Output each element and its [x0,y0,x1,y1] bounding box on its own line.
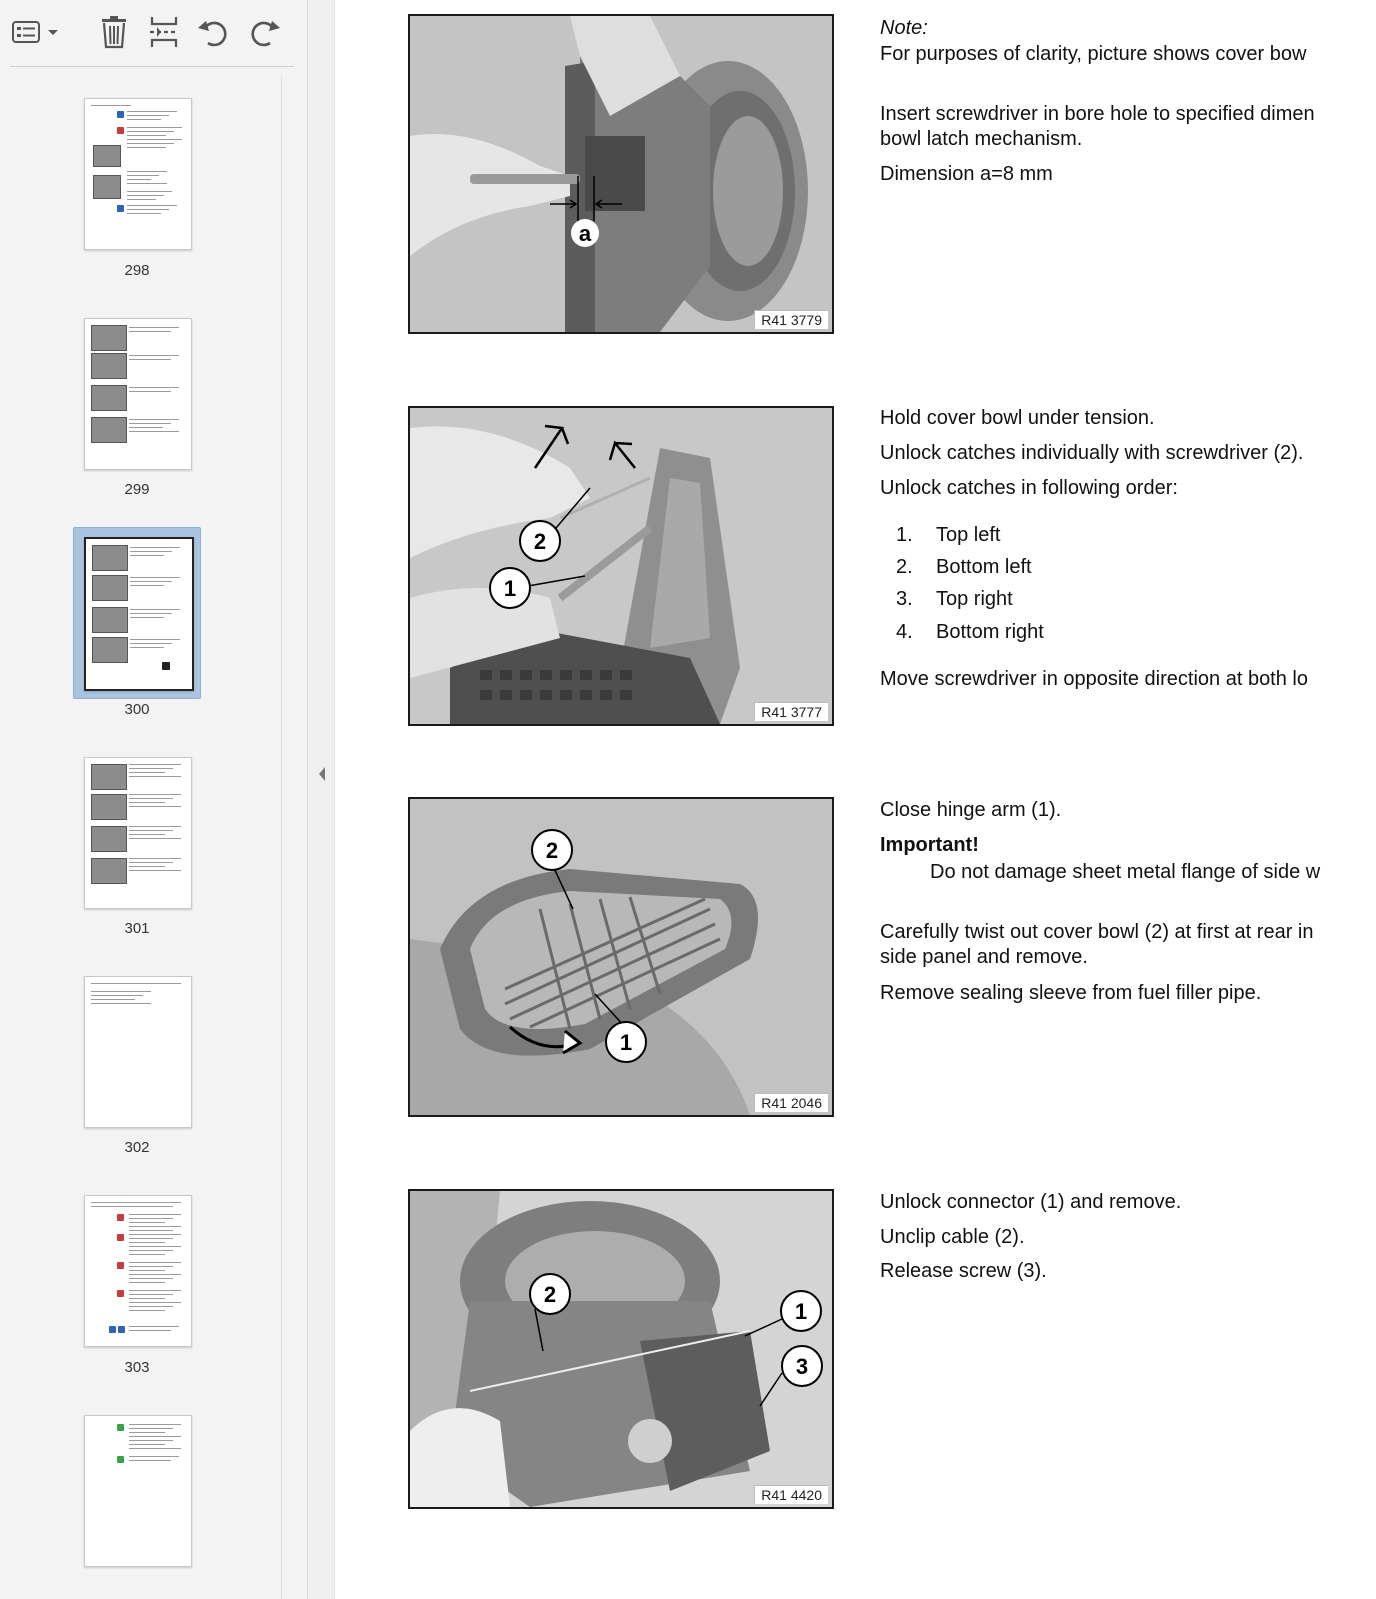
thumbnail-text-line [127,195,164,196]
thumbnail-photo [91,385,127,411]
thumbnail-text-line [127,213,161,214]
warning-icon [117,127,124,134]
thumbnail-text-line [129,1432,165,1433]
thumbnail-text-line [129,1230,173,1231]
thumbnail-text-line [127,183,167,184]
thumbnail-text-line [130,555,164,556]
thumbnail-text-line [129,1234,181,1235]
figure-photo [408,14,834,334]
instruction-text: Carefully twist out cover bowl (2) at first at rear in [880,921,1314,943]
figure-illustration [410,1191,832,1507]
figure-code: R41 4420 [754,1485,828,1504]
page-number: 301 [124,920,150,937]
thumbnail-text-line [127,111,177,112]
thumbnail-text-line [129,1448,181,1449]
info-icon [109,1326,116,1333]
figure-code: R41 3777 [754,702,828,721]
page-thumbnail[interactable] [84,1195,192,1347]
thumbnail-text-line [129,806,181,807]
thumbnail-text-line [129,1326,179,1327]
thumbnail-text-line [127,199,156,200]
thumbnail-text-line [127,191,172,192]
sidebar-scrollbar[interactable] [281,76,295,1599]
page-number: 300 [124,701,150,718]
thumbnail-photo [91,417,127,443]
thumbnail-text-line [91,1202,181,1203]
page-thumbnail[interactable] [84,1415,192,1567]
thumbnail-text-line [130,647,164,648]
thumbnail-text-line [129,1294,173,1295]
insert-page-icon [144,14,184,50]
thumbnail-text-line [130,551,172,552]
figure-code: R41 2046 [754,1093,828,1112]
instruction-text: Release screw (3). [880,1260,1047,1282]
thumbnail-text-line [129,802,165,803]
list-item: Bottom right [936,621,1044,643]
figure-callout: 3 [795,1354,809,1379]
thumbnail-text-line [129,1330,171,1331]
thumbnail-text-line [129,387,179,388]
thumbnail-text-line [127,209,169,210]
thumbnail-text-line [129,359,171,360]
thumbnail-text-line [129,826,181,827]
instruction-text: Unlock catches individually with screwdriver (2). [880,442,1304,464]
instruction-text: Insert screwdriver in bore hole to specified dimen [880,103,1315,125]
thumbnail-text-line [127,135,166,136]
thumbnail-text-line [129,764,181,765]
page-number: 298 [124,262,150,279]
thumbnail-photo [92,545,128,571]
thumbnail-text-line [129,1298,165,1299]
thumbnail-text-line [129,1274,181,1275]
important-text: Do not damage sheet metal flange of side w [930,861,1321,883]
thumbnail-text-line [127,127,182,128]
thumbnail-text-line [91,983,181,984]
figure-callout: a [578,221,592,246]
thumbnail-text-line [129,1246,181,1247]
thumbnail-text-line [129,1242,165,1243]
thumbnail-text-line [129,331,171,332]
thumbnail-text-line [129,1302,181,1303]
thumbnail-photo [91,858,127,884]
instruction-text: Unlock catches in following order: [880,477,1178,499]
thumbnail-photo [92,607,128,633]
sidebar-splitter[interactable] [308,0,335,1599]
thumbnail-photo [91,325,127,351]
page-thumbnail-selected[interactable] [84,537,194,691]
thumbnail-text-line [129,427,163,428]
figure-callout: 1 [794,1299,808,1324]
instruction-text: Move screwdriver in opposite direction at both lo [880,668,1308,690]
thumbnail-text-line [129,431,179,432]
thumbnail-text-line [130,617,164,618]
thumbnail-text-line [129,1250,173,1251]
thumbnail-text-line [129,327,179,328]
dimension-text: Dimension a=8 mm [880,163,1053,185]
thumbnail-text-line [130,609,180,610]
thumbnail-text-line [130,643,172,644]
thumbnail-text-line [127,205,177,206]
delete-page-button[interactable] [94,14,134,50]
thumbnail-corner-mark [162,662,170,670]
thumbnail-text-line [129,1310,165,1311]
thumbnail-text-line [130,585,164,586]
thumbnail-text-line [127,115,169,116]
figure-callout: 2 [545,838,559,863]
thumbnail-text-line [129,776,181,777]
list-item-number: 4. [896,621,913,643]
thumbnail-text-line [91,999,135,1000]
info-icon [117,111,124,118]
thumbnail-text-line [130,581,172,582]
thumbnail-text-line [129,1278,173,1279]
thumbnail-text-line [129,1222,165,1223]
rotate-right-icon [244,14,284,50]
thumbnail-text-line [127,119,161,120]
thumbnail-text-line [129,1262,181,1263]
warning-icon [117,1214,124,1221]
thumbnail-photo [91,353,127,379]
thumbnail-text-line [127,131,174,132]
thumbnail-text-line [129,1270,165,1271]
thumbnail-photo [93,145,121,167]
instruction-text: Hold cover bowl under tension. [880,407,1155,429]
page-thumbnail[interactable] [84,757,192,909]
thumbnail-text-line [129,1266,173,1267]
list-item-number: 3. [896,588,913,610]
figure-code: R41 3779 [754,310,828,329]
instruction-text: Unclip cable (2). [880,1226,1025,1248]
list-item: Bottom left [936,556,1032,578]
thumbnail-text-line [129,794,181,795]
thumbnail-text-line [130,613,172,614]
figure-illustration [410,799,832,1115]
thumbnail-text-line [129,1238,173,1239]
collapse-sidebar-icon[interactable] [317,765,327,783]
instruction-text: bowl latch mechanism. [880,128,1083,150]
thumbnail-text-line [129,1218,173,1219]
thumbnail-text-line [129,1226,181,1227]
thumbnail-photo [91,764,127,790]
instruction-text: Close hinge arm (1). [880,799,1062,821]
thumbnail-text-line [129,1306,173,1307]
rotate-left-button[interactable] [194,14,234,50]
figure-photo [408,1189,834,1509]
page-number: 299 [124,481,150,498]
thumbnail-text-line [129,1444,165,1445]
thumbnail-text-line [129,768,173,769]
thumbnail-text-line [129,834,165,835]
thumbnail-photo [91,794,127,820]
recycle-icon [117,1456,124,1463]
thumbnail-text-line [130,547,180,548]
thumbnail-text-line [91,1003,151,1004]
thumbnail-text-line [129,1214,181,1215]
figure-illustration [410,408,832,724]
thumbnail-text-line [127,171,167,172]
page-thumbnail[interactable] [84,976,192,1128]
thumbnail-view-icon [10,14,62,50]
warning-icon [117,1234,124,1241]
warning-icon [117,1262,124,1269]
instruction-text: side panel and remove. [880,946,1088,968]
figure-photo [408,797,834,1117]
rotate-left-icon [194,14,234,50]
thumbnail-text-line [129,1290,181,1291]
thumbnail-photo [91,826,127,852]
thumbnail-text-line [129,1424,181,1425]
thumbnail-photo [92,637,128,663]
list-item: Top right [936,588,1013,610]
rotate-right-button[interactable] [244,14,284,50]
thumbnail-text-line [91,991,151,992]
important-label: Important! [880,834,979,856]
thumbnail-text-line [130,577,180,578]
list-item: Top left [936,524,1001,546]
thumbnail-text-line [127,143,174,144]
figure-callout: 2 [533,529,547,554]
page-thumbnail[interactable] [84,318,192,470]
thumbnail-text-line [129,355,179,356]
thumbnail-sidebar [0,0,308,1599]
thumbnail-text-line [129,838,181,839]
thumbnail-text-line [129,1436,181,1437]
figure-illustration [410,16,832,332]
thumbnail-photo [93,175,121,199]
thumbnail-text-line [129,1428,173,1429]
figure-photo [408,406,834,726]
figure-callout: 1 [503,576,517,601]
thumbnail-text-line [129,1254,165,1255]
warning-icon [117,1290,124,1297]
thumbnail-text-line [127,139,182,140]
document-page [335,0,1376,1599]
figure-callout: 2 [543,1282,557,1307]
thumbnail-text-line [129,1460,171,1461]
thumbnail-text-line [129,391,171,392]
figure-callout: 1 [619,1030,633,1055]
thumbnail-text-line [129,1456,179,1457]
thumbnail-text-line [129,830,173,831]
thumbnail-text-line [129,423,171,424]
note-label: Note: [880,17,928,39]
note-text: For purposes of clarity, picture shows cover bow [880,43,1307,65]
list-item-number: 2. [896,556,913,578]
info-icon [118,1326,125,1333]
thumbnail-text-line [129,870,181,871]
thumbnail-text-line [127,175,159,176]
thumbnail-text-line [129,419,179,420]
thumbnail-text-line [130,639,180,640]
insert-page-button[interactable] [144,14,184,50]
thumbnail-text-line [129,1282,165,1283]
sidebar-toolbar [10,0,294,67]
thumbnail-text-line [129,1440,173,1441]
thumbnail-text-line [91,995,143,996]
thumbnail-text-line [91,105,131,106]
list-item-number: 1. [896,524,913,546]
info-icon [117,205,124,212]
page-number: 302 [124,1139,150,1156]
thumbnail-text-line [129,862,173,863]
thumbnail-text-line [129,866,165,867]
trash-icon [94,14,134,50]
instruction-text: Remove sealing sleeve from fuel filler pipe. [880,982,1262,1004]
thumbnail-text-line [127,147,166,148]
page-number: 303 [124,1359,150,1376]
instruction-text: Unlock connector (1) and remove. [880,1191,1182,1213]
thumbnail-text-line [129,772,165,773]
first-aid-icon [117,1424,124,1431]
thumbnail-view-button[interactable] [10,14,62,50]
thumbnail-text-line [129,798,173,799]
page-thumbnail[interactable] [84,98,192,250]
thumbnail-text-line [129,858,181,859]
thumbnail-text-line [127,179,151,180]
thumbnail-text-line [91,1206,173,1207]
thumbnail-photo [92,575,128,601]
